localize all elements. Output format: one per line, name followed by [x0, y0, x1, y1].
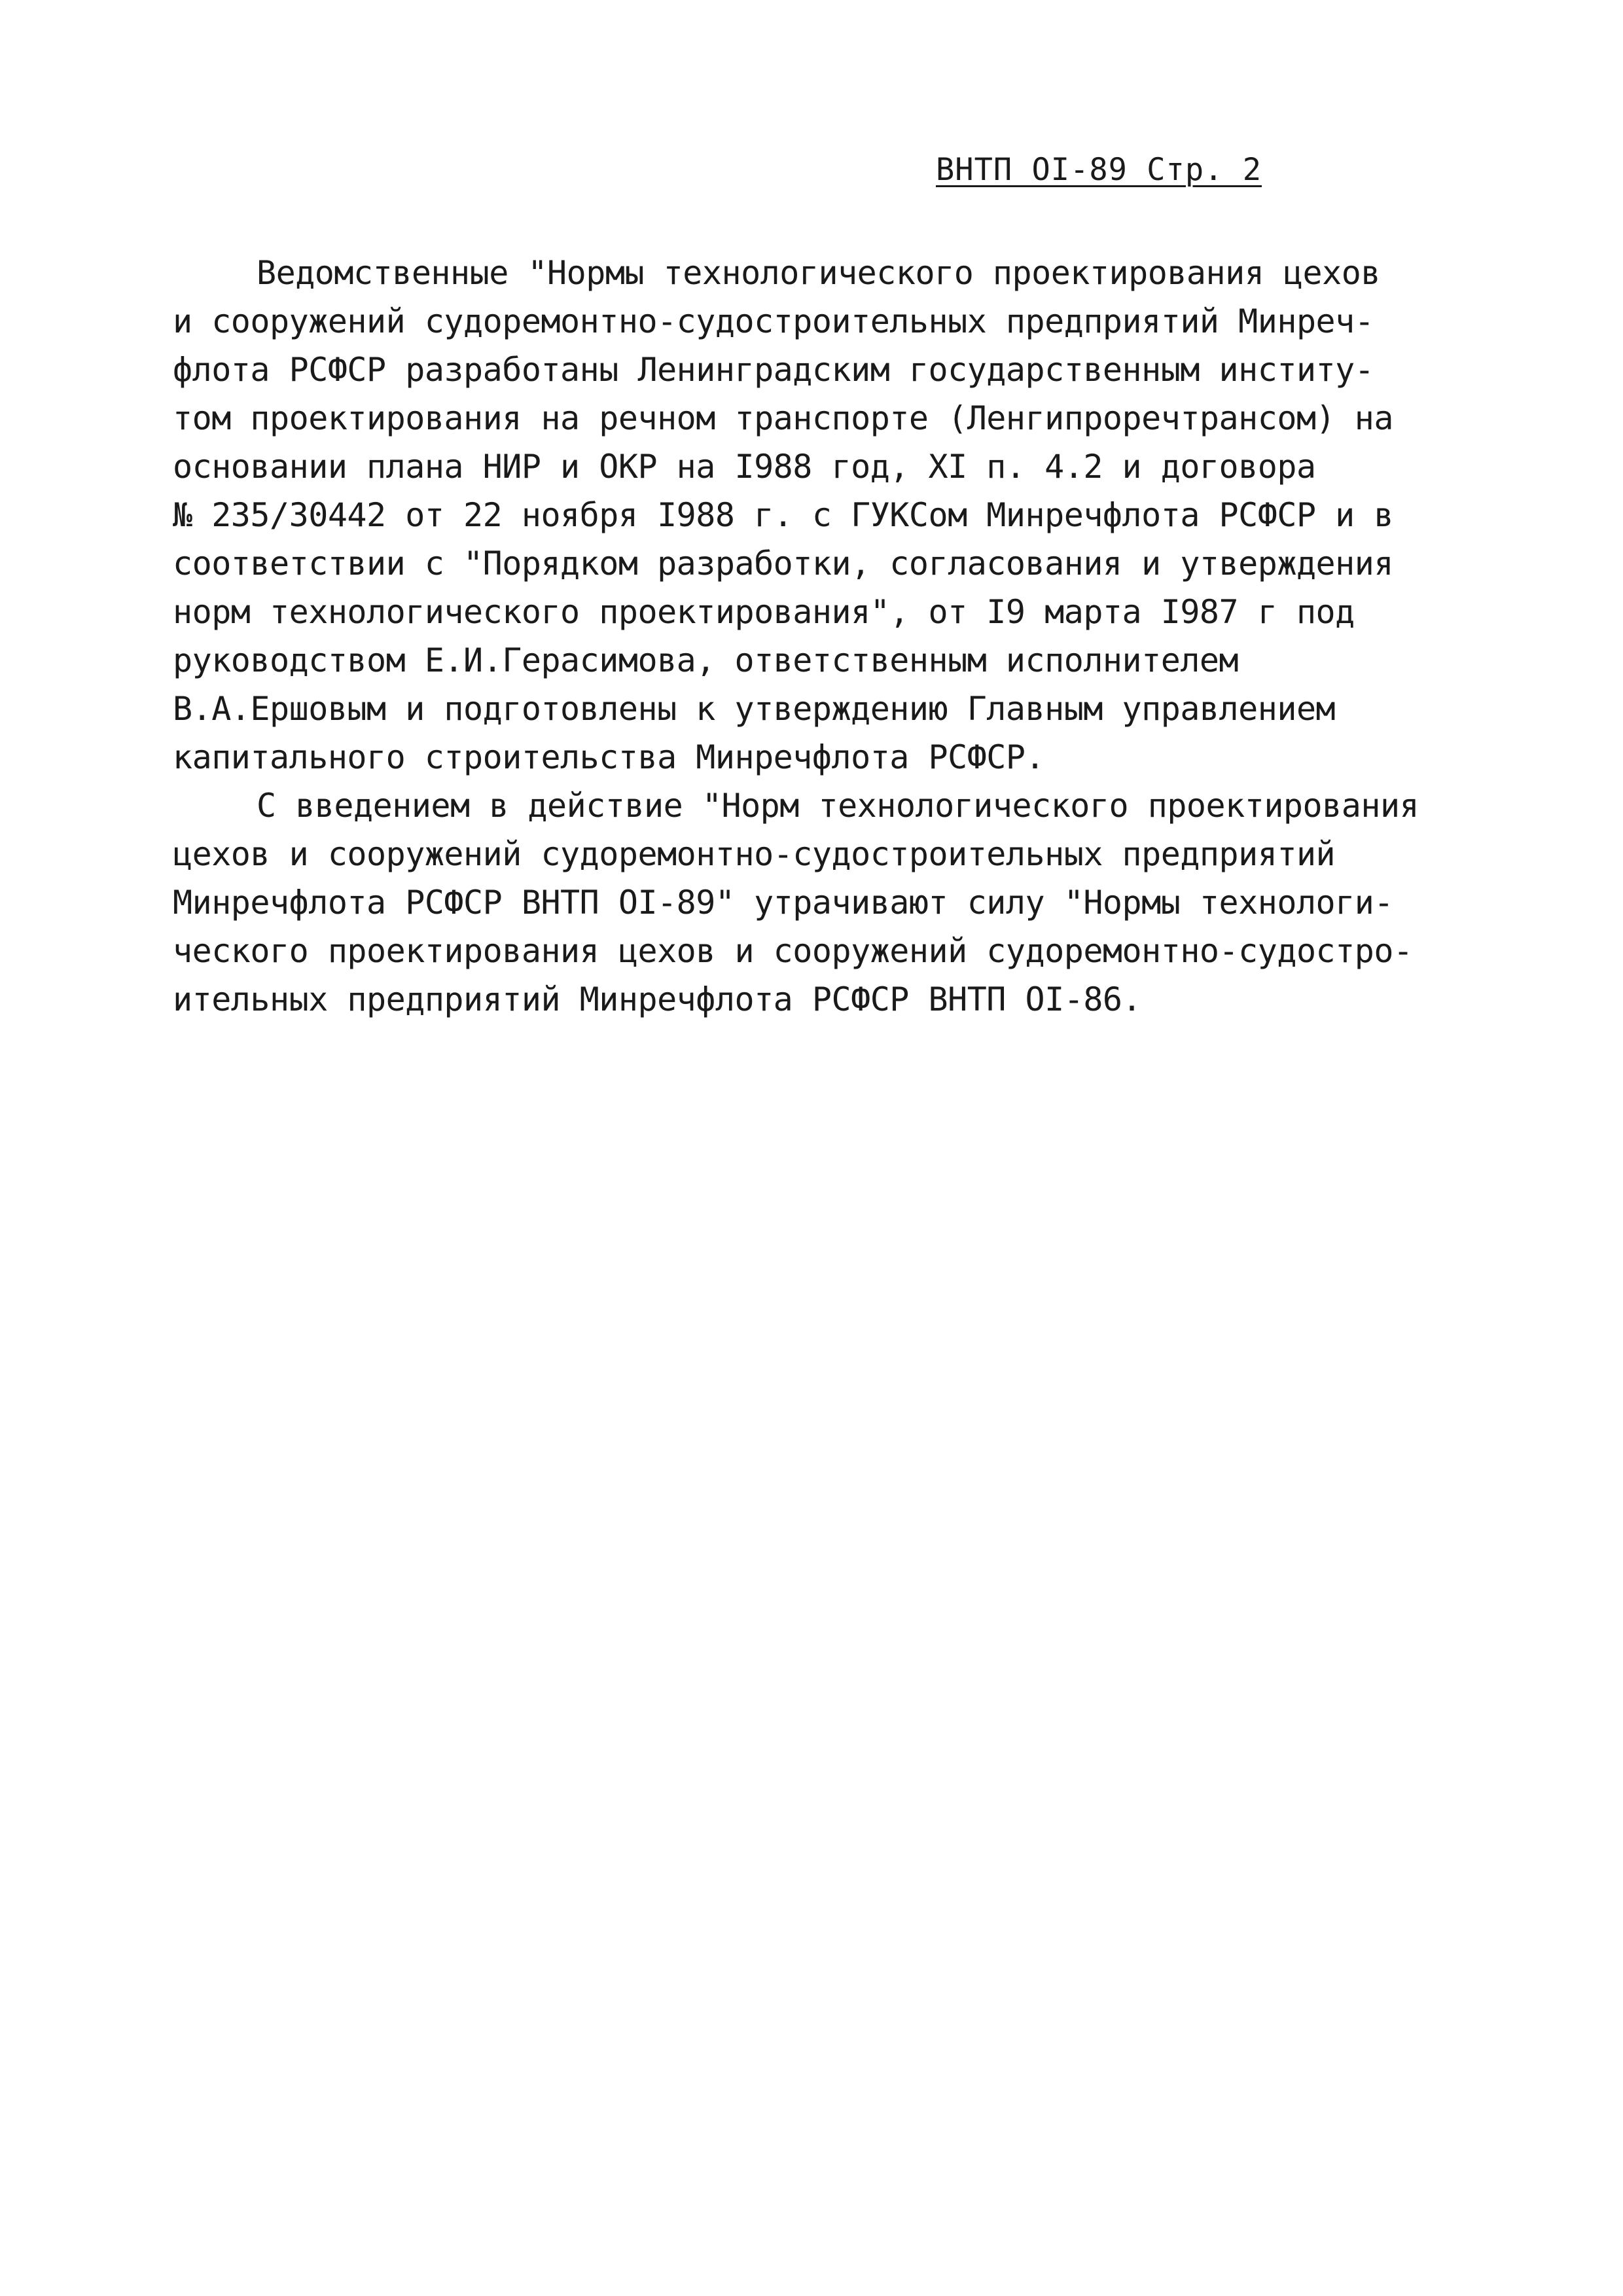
text-line: соответствии с "Порядком разработки, согласования и утверждения: [173, 545, 1393, 583]
text-line: В.А.Ершовым и подготовлены к утверждению Главным управлением: [173, 690, 1336, 728]
text-line: и сооружений судоремонтно-судостроительных предприятий Минреч-: [173, 302, 1374, 340]
page-header: ВНТП OI-89 Стр. 2: [936, 152, 1262, 188]
document-body: [173, 249, 1482, 1024]
text-line: норм технологического проектирования", от I9 марта I987 г под: [173, 593, 1355, 631]
text-line: флота РСФСР разработаны Ленинградским государственным институ-: [173, 351, 1374, 389]
text-line: Минречфлота РСФСР ВНТП OI-89" утрачивают силу "Нормы технологи-: [173, 884, 1393, 922]
text-line: ительных предприятий Минречфлота РСФСР ВНТП OI-86.: [173, 980, 1142, 1018]
text-line: том проектирования на речном транспорте (Ленгипроречтрансом) на: [173, 399, 1393, 437]
text-line: Ведомственные "Нормы технологического проектирования цехов: [257, 254, 1380, 292]
text-line: руководством Е.И.Герасимова, ответственным исполнителем: [173, 641, 1239, 679]
text-line: основании плана НИР и ОКР на I988 год, XI п. 4.2 и договора: [173, 448, 1316, 486]
text-line: С введением в действие "Норм технологического проектирования: [257, 787, 1419, 825]
text-line: ческого проектирования цехов и сооружений судоремонтно-судостро-: [173, 932, 1413, 970]
paragraph-2: [173, 781, 1482, 1024]
paragraph-1: [173, 249, 1482, 781]
text-line: капитального строительства Минречфлота РСФСР.: [173, 738, 1045, 776]
text-line: № 235/30442 от 22 ноября I988 г. с ГУКСом Минречфлота РСФСР и в: [173, 496, 1393, 534]
text-line: цехов и сооружений судоремонтно-судостроительных предприятий: [173, 835, 1336, 873]
